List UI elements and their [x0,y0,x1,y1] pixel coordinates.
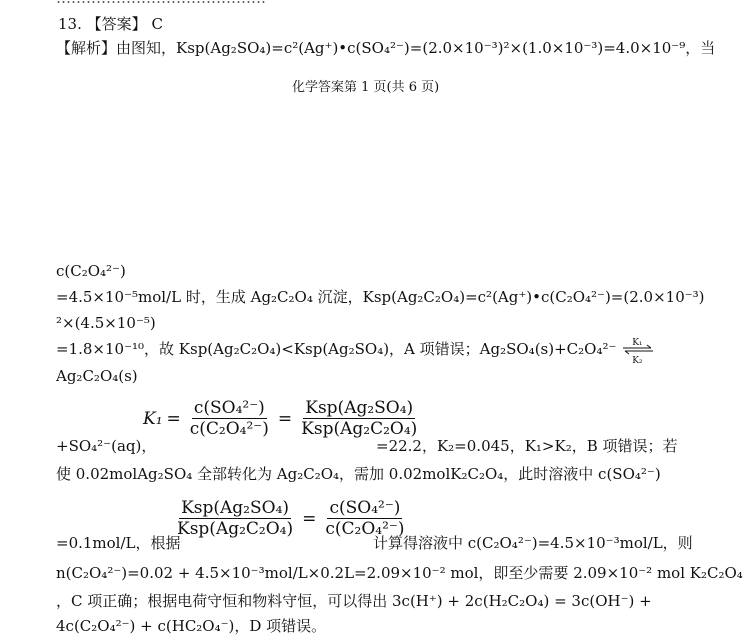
eq1-lhs: K₁ [143,408,163,429]
question-13-header [58,14,163,34]
analysis-tag: 【解析】 [56,39,117,57]
line-2: =4.5×10⁻⁵mol/L 时，生成 Ag₂C₂O₄ 沉淀，Ksp(Ag₂C₂O₄)=c²(Ag⁺)•c(C₂O₄²⁻)=(2.0×10⁻³) [56,288,705,306]
line-3: ²×(4.5×10⁻⁵) [56,314,156,332]
line-7: 使 0.02molAg₂SO₄ 全部转化为 Ag₂C₂O₄，需加 0.02molK₂C₂O₄，此时溶液中 c(SO₄²⁻) [56,465,661,483]
equilibrium-arrow-icon [623,338,653,366]
line-4-text: =1.8×10⁻¹⁰，故 Ksp(Ag₂C₂O₄)<Ksp(Ag₂SO₄)，A 项错误；Ag₂SO₄(s)+C₂O₄²⁻ [56,340,617,358]
line-11: 4c(C₂O₄²⁻) + c(HC₂O₄⁻)，D 项错误。 [56,617,327,635]
k1-label: K₁ [632,338,643,348]
k2-label: K₂ [632,356,643,366]
answer-value: C [151,15,163,33]
eq2-fraction-2: $\frac{\text{c(SO₄²⁻)}}{\text{c(C₂O₄²⁻)}}$ [325,498,405,539]
line-9: n(C₂O₄²⁻)=0.02 + 4.5×10⁻³mol/L×0.2L=2.09×10⁻² mol，即至少需要 2.09×10⁻² mol K₂C₂O₄ [56,564,743,582]
line-4 [56,338,655,366]
analysis-line-1 [56,38,715,58]
ratio-equation: $\frac{\text{Ksp(Ag₂SO₄)}}{\text{Ksp(Ag₂C₂O₄)}}$ = $\frac{\text{c(SO₄²⁻)}}{\text{c(C₂O₄²⁻)}}$ [177,498,405,539]
line-5: Ag₂C₂O₄(s) [56,367,138,385]
top-fragment [56,0,266,8]
k1-equation: K₁ = $\frac{\text{c(SO₄²⁻)}}{\text{c(C₂O₄²⁻)}}$ = $\frac{\text{Ksp(Ag₂SO₄)}}{\text{Ksp(Ag₂C₂O₄)}}$ [143,398,418,439]
eq1-fraction-2: $\frac{\text{Ksp(Ag₂SO₄)}}{\text{Ksp(Ag₂C₂O₄)}}$ [301,398,418,439]
line-10: ，C 项正确；根据电荷守恒和物料守恒，可以得出 3c(H⁺) + 2c(H₂C₂O₄) = 3c(OH⁻) + [56,592,652,610]
eq1-fraction-1: $\frac{\text{c(SO₄²⁻)}}{\text{c(C₂O₄²⁻)}}$ [189,398,269,439]
line-c-c2o4: c(C₂O₄²⁻) [56,262,126,280]
answer-tag: 【答案】 [86,15,147,33]
line-8-start: =0.1mol/L，根据 [56,534,181,552]
question-number: 13. [58,15,82,33]
line-6-start: +SO₄²⁻(aq)， [56,437,157,455]
line-6-end: =22.2，K₂=0.045，K₁>K₂，B 项错误；若 [376,437,678,455]
eq2-fraction-1: $\frac{\text{Ksp(Ag₂SO₄)}}{\text{Ksp(Ag₂C₂O₄)}}$ [177,498,294,539]
line-8-end: 计算得溶液中 c(C₂O₄²⁻)=4.5×10⁻³mol/L，则 [373,534,693,552]
page-footer: 化学答案第 1 页(共 6 页) [292,80,440,95]
analysis-text: 由图知，Ksp(Ag₂SO₄)=c²(Ag⁺)•c(SO₄²⁻)=(2.0×10⁻³)²×(1.0×10⁻³)=4.0×10⁻⁹，当 [116,39,716,57]
